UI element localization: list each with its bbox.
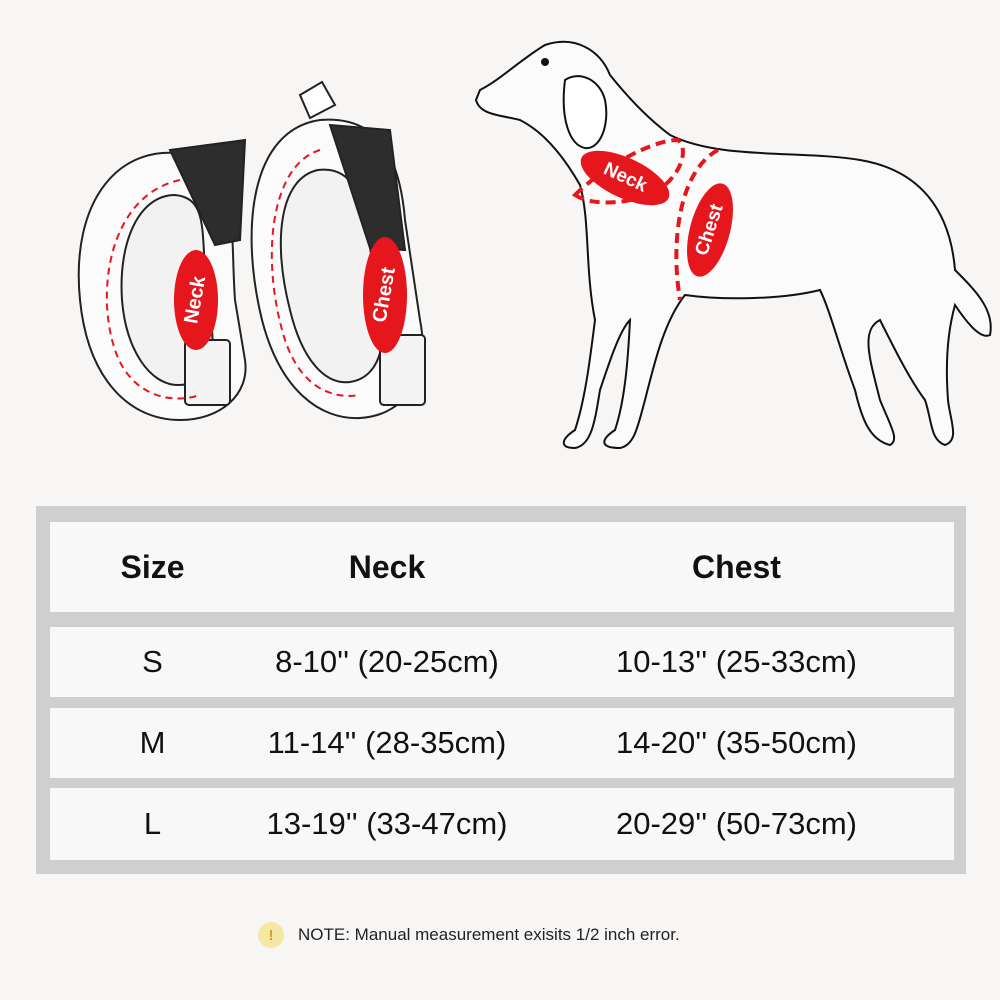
chest-cell: 10-13'' (25-33cm): [616, 644, 857, 679]
note-text: NOTE: Manual measurement exisits 1/2 inch error.: [298, 925, 680, 944]
chest-cell: 20-29'' (50-73cm): [616, 806, 857, 841]
table-row: [50, 627, 954, 697]
neck-cell: 13-19'' (33-47cm): [266, 806, 508, 841]
dog-neck-label: Neck: [600, 158, 651, 197]
dog-outline: [476, 42, 991, 448]
size-cell: S: [142, 644, 163, 679]
harness-neck-label: Neck: [180, 274, 211, 326]
neck-cell: 8-10'' (20-25cm): [275, 644, 499, 679]
dog-chest-label: Chest: [691, 201, 728, 259]
table-header-row: [50, 522, 954, 612]
measurement-note: [258, 918, 680, 952]
warning-icon: !: [258, 922, 284, 948]
measurement-illustration: [0, 0, 1000, 490]
header-neck: Neck: [348, 548, 426, 585]
harness-chest-label: Chest: [368, 265, 400, 325]
header-size: Size: [120, 548, 185, 585]
size-cell: L: [143, 806, 162, 841]
table-row: [50, 708, 954, 778]
table-row: [50, 788, 954, 860]
neck-cell: 11-14'' (28-35cm): [267, 725, 507, 760]
size-chart-table: [36, 506, 966, 874]
size-cell: M: [139, 725, 166, 760]
chest-cell: 14-20'' (35-50cm): [616, 725, 857, 760]
header-chest: Chest: [692, 548, 781, 585]
